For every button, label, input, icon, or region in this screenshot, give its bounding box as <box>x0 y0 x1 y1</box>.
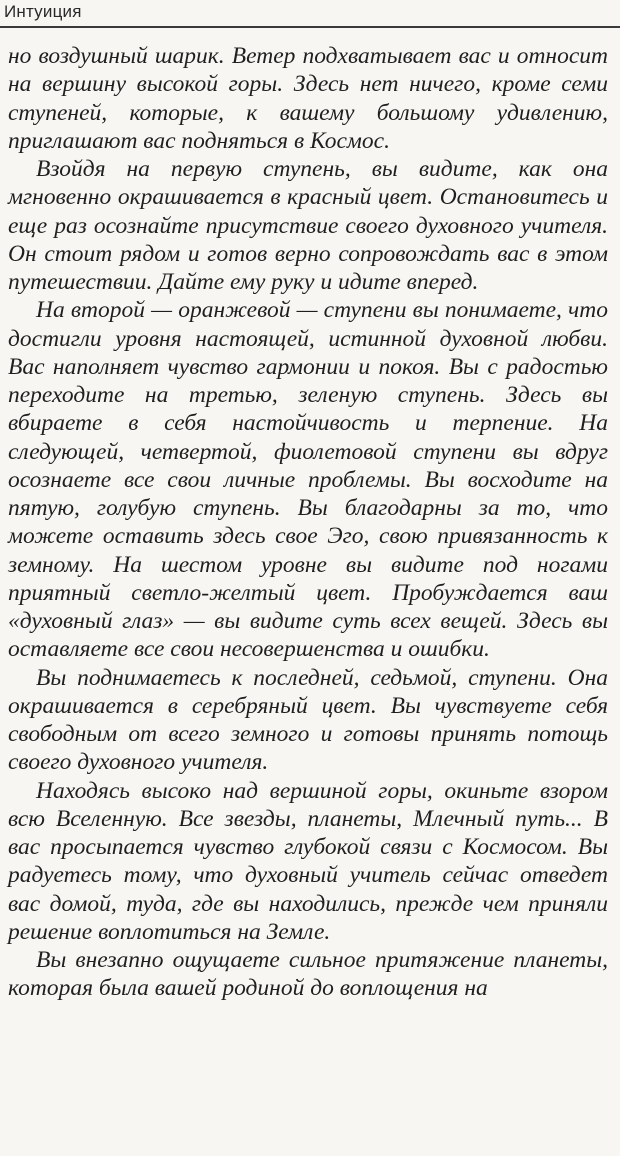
body-text <box>8 42 608 1003</box>
paragraph: Взойдя на первую ступень, вы видите, как она мгновенно окрашивается в красный цвет. Остановитесь и еще раз осознайте присутствие своего духовного учителя. Он стоит рядом и готов верно сопровождать вас в этом путешествии. Дайте ему руку и идите вперед. <box>8 156 608 295</box>
running-header: Интуиция <box>4 2 82 21</box>
paragraph: Вы поднимаетесь к последней, седьмой, ступени. Она окрашивается в серебряный цвет. Вы чувствуете себя свободным от всего земного и готовы принять поmощь своего духовного учителя. <box>8 664 608 776</box>
paragraph-continuation: но воздушный шарик. Ветер подхватывает вас и относит на вершину высокой горы. Здесь нет ничего, кроме семи ступеней, которые, к вашему большому удивлению, приглашают вас подняться в Космос. <box>8 43 608 154</box>
header-rule <box>0 26 620 28</box>
paragraph: На второй — оранжевой — ступени вы понимаете, что достигли уровня настоящей, истинной духовной любви. Вас наполняет чувство гармонии и покоя. Вы с радостью переходите на третью, зеленую ступень. Здесь вы вбираете в себя настойчивость и терпение. На следующей, четвертой, фиолетовой ступени вы вдруг осознаете все свои личные проблемы. Вы восходите на пятую, голубую ступень. Вы благодарны за то, что можете оставить здесь свое Эго, свою привязанность к земному. На шестом уровне вы видите под ногами приятный светло-желтый цвет. Пробуждается ваш «духовный глаз» — вы видите суть всех вещей. Здесь вы оставляете все свои несовершенства и ошибки. <box>8 297 608 663</box>
paragraph: Вы внезапно ощущаете сильное притяжение планеты, которая была вашей родиной до воплощения на <box>8 947 608 1002</box>
paragraph: Находясь высоко над вершиной горы, окиньте взором всю Вселенную. Все звезды, планеты, Млечный путь... В вас просыпается чувство глубокой связи с Космосом. Вы радуетесь тому, что духовный учитель сейчас отведет вас домой, туда, где вы находились, прежде чем приняли решение воплотиться на Земле. <box>8 777 608 945</box>
